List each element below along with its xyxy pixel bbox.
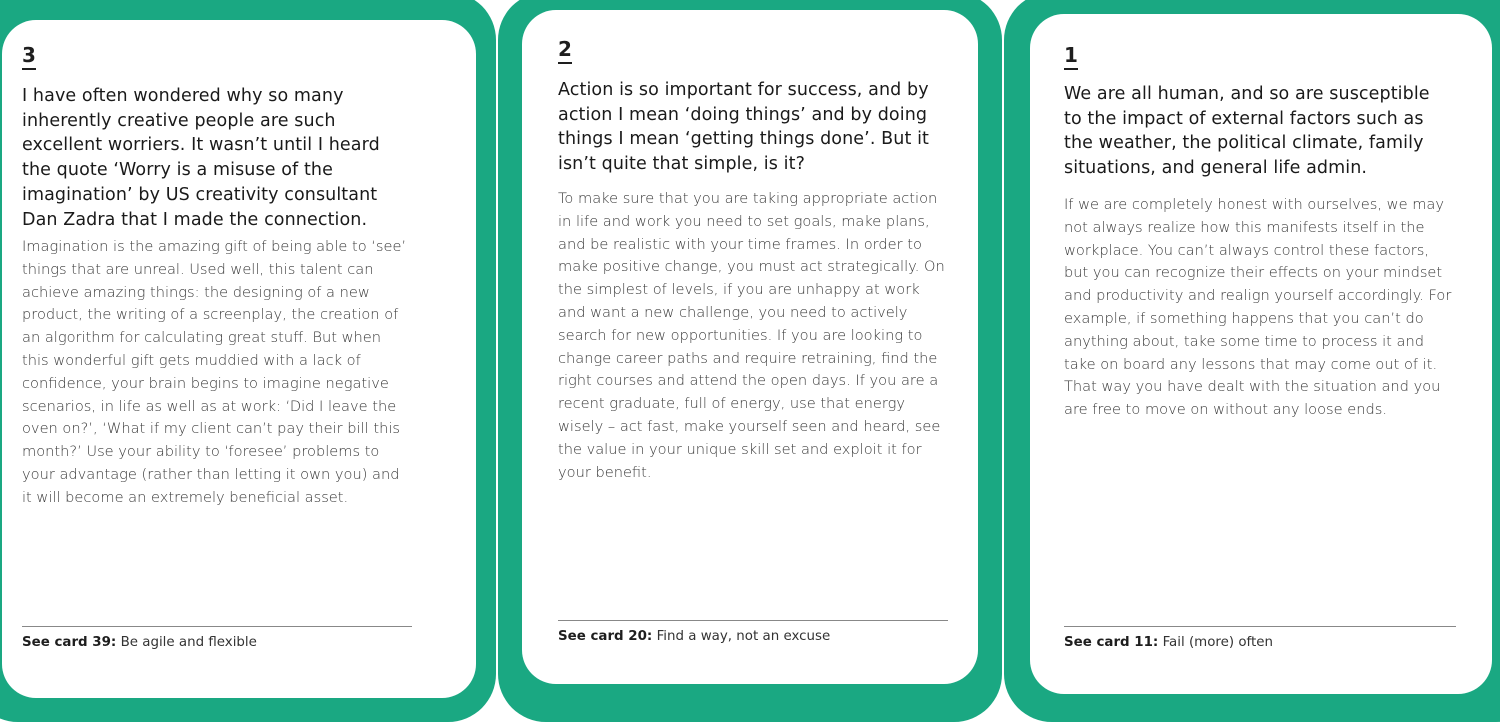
card-frame <box>498 0 1002 722</box>
card-body: To make sure that you are taking appropriate action in life and work you need to set goals, make plans, and be realistic with your time frames. In order to make positive change, you must act strategically. On the simplest of levels, if you are unhappy at work and want a new challenge, you need to actively search for new opportunities. If you are looking to change career paths and require retraining, find the right courses and attend the open days. If you are a recent graduate, full of energy, use that energy wisely – act fast, make yourself seen and heard, see the value in your unique skill set and exploit it for your benefit. <box>558 190 945 481</box>
card-1 <box>1030 14 1492 694</box>
card-number: 2 <box>558 38 572 64</box>
see-card-label: See card 20: <box>558 629 653 644</box>
card-body: Imagination is the amazing gift of being able to ‘see’ things that are unreal. Used well, this talent can achieve amazing things: the designing of a new product, the writing of a screenplay, the creation of an algorithm for calculating great stuff. But when this wonderful gift gets muddied with a lack of confidence, your brain begins to imagine negative scenarios, in life as well as at work: ‘Did I leave the oven on?’, ‘What if my client can’t pay their bill this month?’ Use your ability to ‘foresee’ problems to your advantage (rather than letting it own you) and it will become an extremely beneficial asset. <box>22 238 407 506</box>
card-frame <box>1004 0 1500 722</box>
see-card-reference <box>1064 634 1273 652</box>
card-3 <box>2 20 476 698</box>
card-2 <box>522 10 978 684</box>
footer-divider <box>558 620 948 621</box>
see-card-title: Fail (more) often <box>1162 635 1273 650</box>
card-body: If we are completely honest with ourselves, we may not always realize how this manifests itself in the workplace. You can’t always control these factors, but you can recognize their effects on your mindset and productivity and realign yourself accordingly. For example, if something happens that you can’t do anything about, take some time to process it and take on board any lessons that may come out of it. That way you have dealt with the situation and you are free to move on without any loose ends. <box>1064 196 1452 419</box>
footer-divider <box>1064 626 1456 627</box>
see-card-label: See card 11: <box>1064 635 1159 650</box>
see-card-label: See card 39: <box>22 635 117 650</box>
card-frame <box>0 0 496 722</box>
card-number: 1 <box>1064 44 1078 70</box>
see-card-reference <box>558 628 830 646</box>
card-headline: We are all human, and so are susceptible to the impact of external factors such as the weather, the political climate, family situations, and general life admin. <box>1064 84 1430 179</box>
footer-divider <box>22 626 412 627</box>
see-card-reference <box>22 634 257 652</box>
see-card-title: Find a way, not an excuse <box>656 629 831 644</box>
card-number: 3 <box>22 44 36 70</box>
card-headline: I have often wondered why so many inherently creative people are such excellent worriers. It wasn’t until I heard the quote ‘Worry is a misuse of the imagination’ by US creativity consultant Dan Zadra that I made the connection. <box>22 86 380 230</box>
see-card-title: Be agile and flexible <box>120 635 257 650</box>
card-headline: Action is so important for success, and by action I mean ‘doing things’ and by doing things I mean ‘getting things done’. But it isn’t quite that simple, is it? <box>558 80 929 175</box>
